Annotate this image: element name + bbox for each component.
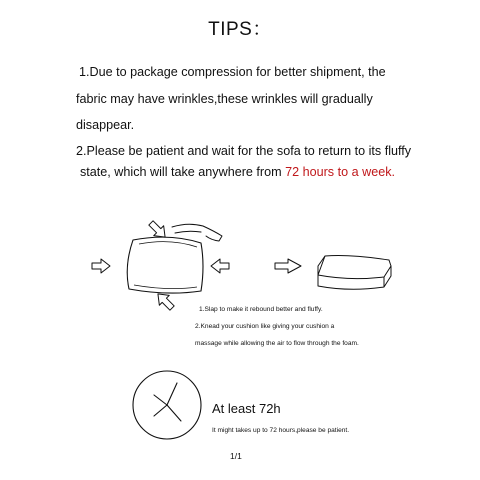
tip-1-line-3: disappear. — [76, 118, 135, 132]
compressed-cushion-illustration — [127, 237, 203, 293]
clock-label: At least 72h — [212, 401, 281, 416]
tip-2-highlight: 72 hours to a week. — [285, 165, 396, 179]
fluffy-cushion-illustration — [318, 256, 391, 290]
tip-1-line-2: fabric may have wrinkles,these wrinkles will gradually — [76, 92, 373, 106]
clock-note: It might takes up to 72 hours,please be patient. — [212, 427, 350, 434]
page-title: TIPS： — [208, 19, 272, 40]
instruction-knead-line-2: massage while allowing the air to flow through the foam. — [195, 340, 359, 347]
page-number: 1/1 — [230, 451, 242, 461]
tip-1-line-1: 1.Due to package compression for better shipment, the — [79, 65, 386, 79]
tip-2-text: state, which will take anywhere from — [80, 165, 286, 179]
arrow-icon — [92, 218, 301, 313]
instruction-slap: 1.Slap to make it rebound better and fluffy. — [199, 306, 323, 313]
instruction-knead-line-1: 2.Knead your cushion like giving your cushion a — [195, 323, 335, 330]
tip-2-line-1: 2.Please be patient and wait for the sofa to return to its fluffy — [76, 144, 412, 158]
clock-icon — [133, 371, 201, 439]
